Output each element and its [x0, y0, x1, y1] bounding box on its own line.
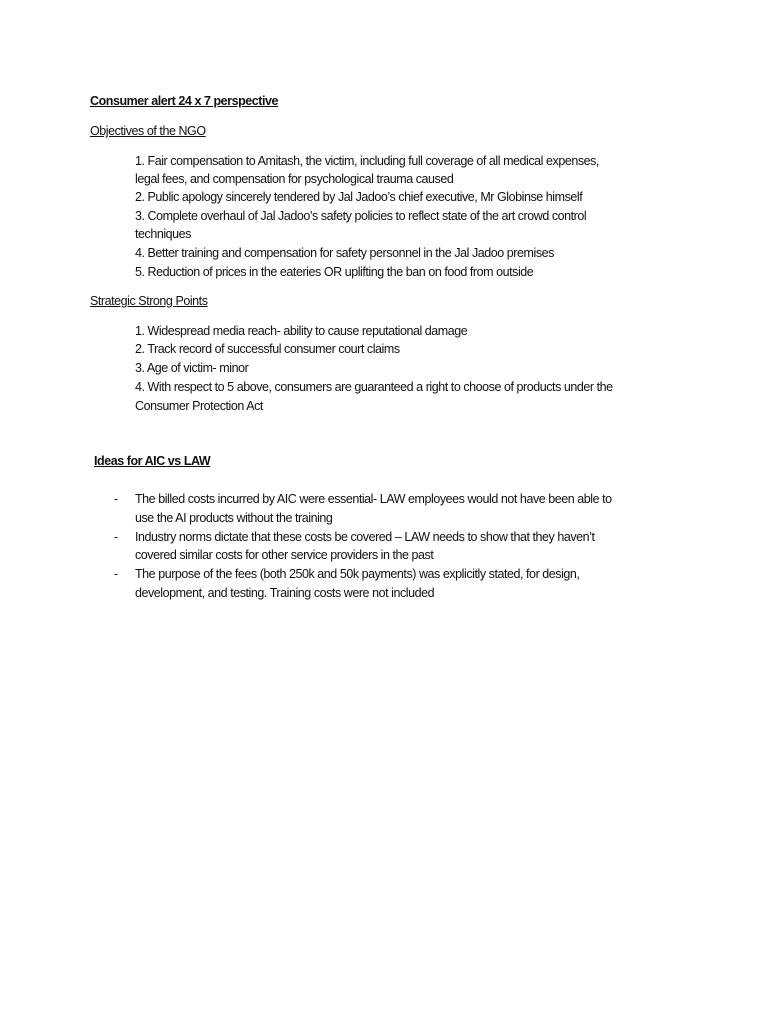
aic-law-line: development, and testing. Training costs were not included [135, 586, 435, 600]
strong-point-line: 1. Widespread media reach- ability to cause reputational damage [135, 324, 468, 338]
strong-point-line: 3. Age of victim- minor [135, 361, 249, 375]
aic-law-line: covered similar costs for other service providers in the past [135, 548, 434, 562]
bullet-dash: - [114, 567, 119, 581]
objectives-heading: Objectives of the NGO [90, 124, 206, 138]
strong-point-line: 4. With respect to 5 above, consumers are guaranteed a right to choose of products under the [135, 380, 613, 394]
objective-line: 2. Public apology sincerely tendered by Jal Jadoo’s chief executive, Mr Globinse himself [135, 190, 583, 204]
aic-law-line: Industry norms dictate that these costs be covered – LAW needs to show that they haven’t [135, 530, 595, 544]
aic-law-heading: Ideas for AIC vs LAW [94, 454, 211, 468]
objective-line: 5. Reduction of prices in the eateries OR uplifting the ban on food from outside [135, 265, 534, 279]
aic-law-line: The billed costs incurred by AIC were essential- LAW employees would not have been able to [135, 492, 612, 506]
objective-line: 4. Better training and compensation for safety personnel in the Jal Jadoo premises [135, 246, 554, 260]
aic-law-line: use the AI products without the training [135, 511, 333, 525]
objective-line: techniques [135, 227, 191, 241]
bullet-dash: - [114, 492, 119, 506]
document-title: Consumer alert 24 x 7 perspective [90, 94, 279, 108]
strong-point-line: Consumer Protection Act [135, 399, 263, 413]
strong-points-heading: Strategic Strong Points [90, 294, 208, 308]
objective-line: 1. Fair compensation to Amitash, the victim, including full coverage of all medical expenses, [135, 154, 599, 168]
bullet-dash: - [114, 530, 119, 544]
objective-line: legal fees, and compensation for psychological trauma caused [135, 172, 454, 186]
objective-line: 3. Complete overhaul of Jal Jadoo’s safety policies to reflect state of the art crowd control [135, 209, 587, 223]
aic-law-line: The purpose of the fees (both 250k and 50k payments) was explicitly stated, for design, [135, 567, 580, 581]
strong-point-line: 2. Track record of successful consumer court claims [135, 342, 400, 356]
